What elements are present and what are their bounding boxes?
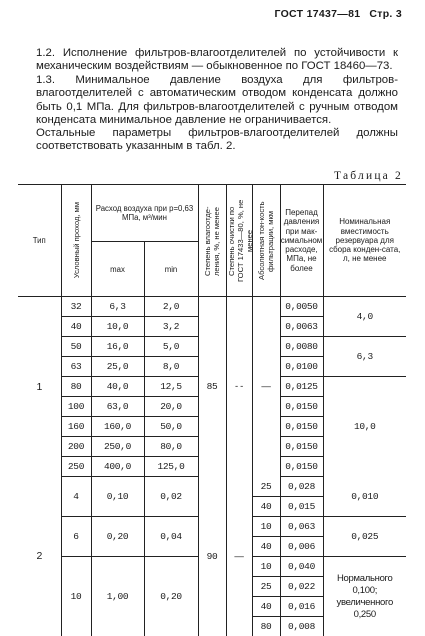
header-flow-group: Расход воздуха при p=0,63 МПа, м³/мин — [91, 185, 198, 242]
flow-min-cell: 20,0 — [144, 397, 198, 417]
bore-cell: 6 — [61, 517, 91, 557]
flow-min-cell: 125,0 — [144, 457, 198, 477]
paragraph-1-2: 1.2. Исполнение фильтров-влагоотделителей по устойчивости к механическим воздействиям — обыкновенное по ГОСТ 18460—73. — [36, 47, 398, 74]
type-1-fineness: — — [252, 297, 280, 477]
bore-cell: 100 — [61, 397, 91, 417]
flow-min-cell: 80,0 — [144, 437, 198, 457]
flow-max-cell: 400,0 — [91, 457, 144, 477]
header-flow-min: min — [144, 242, 198, 297]
pressure-drop-cell: 0,0063 — [280, 317, 323, 337]
flow-max-cell: 10,0 — [91, 317, 144, 337]
pressure-drop-cell: 0,0150 — [280, 417, 323, 437]
pressure-drop-cell: 0,0150 — [280, 457, 323, 477]
bore-cell: 32 — [61, 297, 91, 317]
table-caption: Таблица 2 — [334, 170, 403, 182]
reservoir-increased-value: 0,250 — [324, 609, 407, 621]
header-oil-purity: Степень очистки по ГОСТ 17433—80, %, не менее — [226, 185, 252, 297]
pressure-drop-cell: 0,016 — [280, 597, 323, 617]
reservoir-note-cell — [323, 557, 406, 636]
reservoir-cell: 0,025 — [323, 517, 406, 557]
reservoir-cell: 10,0 — [323, 377, 406, 477]
pressure-drop-cell: 0,0080 — [280, 337, 323, 357]
flow-max-cell: 0,10 — [91, 477, 144, 517]
pressure-drop-cell: 0,0150 — [280, 397, 323, 417]
type-2-moisture: 90 — [198, 477, 226, 636]
header-filtration-fineness: Абсолютная тон-кость фильтрации, мкм — [252, 185, 280, 297]
type-2-oil-purity: — — [226, 477, 252, 636]
bore-cell: 63 — [61, 357, 91, 377]
bore-cell: 200 — [61, 437, 91, 457]
bore-cell: 80 — [61, 377, 91, 397]
bore-cell: 4 — [61, 477, 91, 517]
table-row — [18, 477, 406, 497]
pressure-drop-cell: 0,063 — [280, 517, 323, 537]
fineness-cell: 40 — [252, 497, 280, 517]
flow-max-cell: 16,0 — [91, 337, 144, 357]
header-type: Тип — [18, 185, 61, 297]
paragraph-other-params: Остальные параметры фильтров-влагоотделителей должны соответствовать указанным в табл. 2. — [36, 127, 398, 154]
bore-cell: 50 — [61, 337, 91, 357]
header-moisture-sep: Степень влагоотде-ления, %, не менее — [198, 185, 226, 297]
pressure-drop-cell: 0,040 — [280, 557, 323, 577]
bore-cell: 10 — [61, 557, 91, 636]
flow-min-cell: 12,5 — [144, 377, 198, 397]
reservoir-cell: 0,010 — [323, 477, 406, 517]
flow-max-cell: 1,00 — [91, 557, 144, 636]
header-pressure-drop: Перепад давления при мак-симальном расходе, МПа, не более — [280, 185, 323, 297]
fineness-cell: 10 — [252, 557, 280, 577]
pressure-drop-cell: 0,0125 — [280, 377, 323, 397]
page-header — [265, 8, 402, 20]
type-1-moisture: 85 — [198, 297, 226, 477]
flow-min-cell: 50,0 — [144, 417, 198, 437]
fineness-cell: 40 — [252, 597, 280, 617]
pressure-drop-cell: 0,015 — [280, 497, 323, 517]
flow-min-cell: 0,04 — [144, 517, 198, 557]
fineness-cell: 25 — [252, 477, 280, 497]
flow-max-cell: 250,0 — [91, 437, 144, 457]
flow-max-cell: 25,0 — [91, 357, 144, 377]
flow-min-cell: 0,20 — [144, 557, 198, 636]
fineness-cell: 10 — [252, 517, 280, 537]
paragraph-1-3: 1.3. Минимальное давление воздуха для фильтров-влагоотделителей с автоматическим отводом конденсата должно быть 0,1 МПа. Для фильтров-влагоотделителей с ручным отводом конденсата минимальное давление не ограничивается. — [36, 74, 398, 127]
flow-min-cell: 3,2 — [144, 317, 198, 337]
table-row — [18, 297, 406, 317]
reservoir-increased-label: увеличенного — [324, 597, 407, 609]
bore-cell: 160 — [61, 417, 91, 437]
pressure-drop-cell: 0,0100 — [280, 357, 323, 377]
flow-min-cell: 0,02 — [144, 477, 198, 517]
pressure-drop-cell: 0,008 — [280, 617, 323, 636]
fineness-cell: 40 — [252, 537, 280, 557]
flow-max-cell: 0,20 — [91, 517, 144, 557]
pressure-drop-cell: 0,0150 — [280, 437, 323, 457]
flow-max-cell: 40,0 — [91, 377, 144, 397]
type-2-label: 2 — [18, 477, 61, 636]
bore-cell: 250 — [61, 457, 91, 477]
reservoir-cell: 6,3 — [323, 337, 406, 377]
flow-min-cell: 8,0 — [144, 357, 198, 377]
flow-min-cell: 2,0 — [144, 297, 198, 317]
bore-cell: 40 — [61, 317, 91, 337]
fineness-cell: 80 — [252, 617, 280, 636]
fineness-cell: 25 — [252, 577, 280, 597]
type-1-label: 1 — [18, 297, 61, 477]
flow-max-cell: 160,0 — [91, 417, 144, 437]
pressure-drop-cell: 0,0050 — [280, 297, 323, 317]
standard-number: ГОСТ 17437—81 — [274, 8, 360, 20]
reservoir-normal-label: Нормального — [324, 573, 407, 585]
flow-max-cell: 63,0 — [91, 397, 144, 417]
header-nominal-bore: Условный проход, мм — [61, 185, 91, 297]
flow-min-cell: 5,0 — [144, 337, 198, 357]
pressure-drop-cell: 0,022 — [280, 577, 323, 597]
page-number: Стр. 3 — [369, 8, 402, 20]
parameters-table — [18, 184, 406, 636]
pressure-drop-cell: 0,028 — [280, 477, 323, 497]
flow-max-cell: 6,3 — [91, 297, 144, 317]
pressure-drop-cell: 0,006 — [280, 537, 323, 557]
reservoir-cell: 4,0 — [323, 297, 406, 337]
header-flow-max: max — [91, 242, 144, 297]
header-reservoir: Номинальная вместимость резервуара для сбора конден-сата, л, не менее — [323, 185, 406, 297]
reservoir-normal-value: 0,100; — [324, 585, 407, 597]
type-1-oil-purity: - - — [226, 297, 252, 477]
